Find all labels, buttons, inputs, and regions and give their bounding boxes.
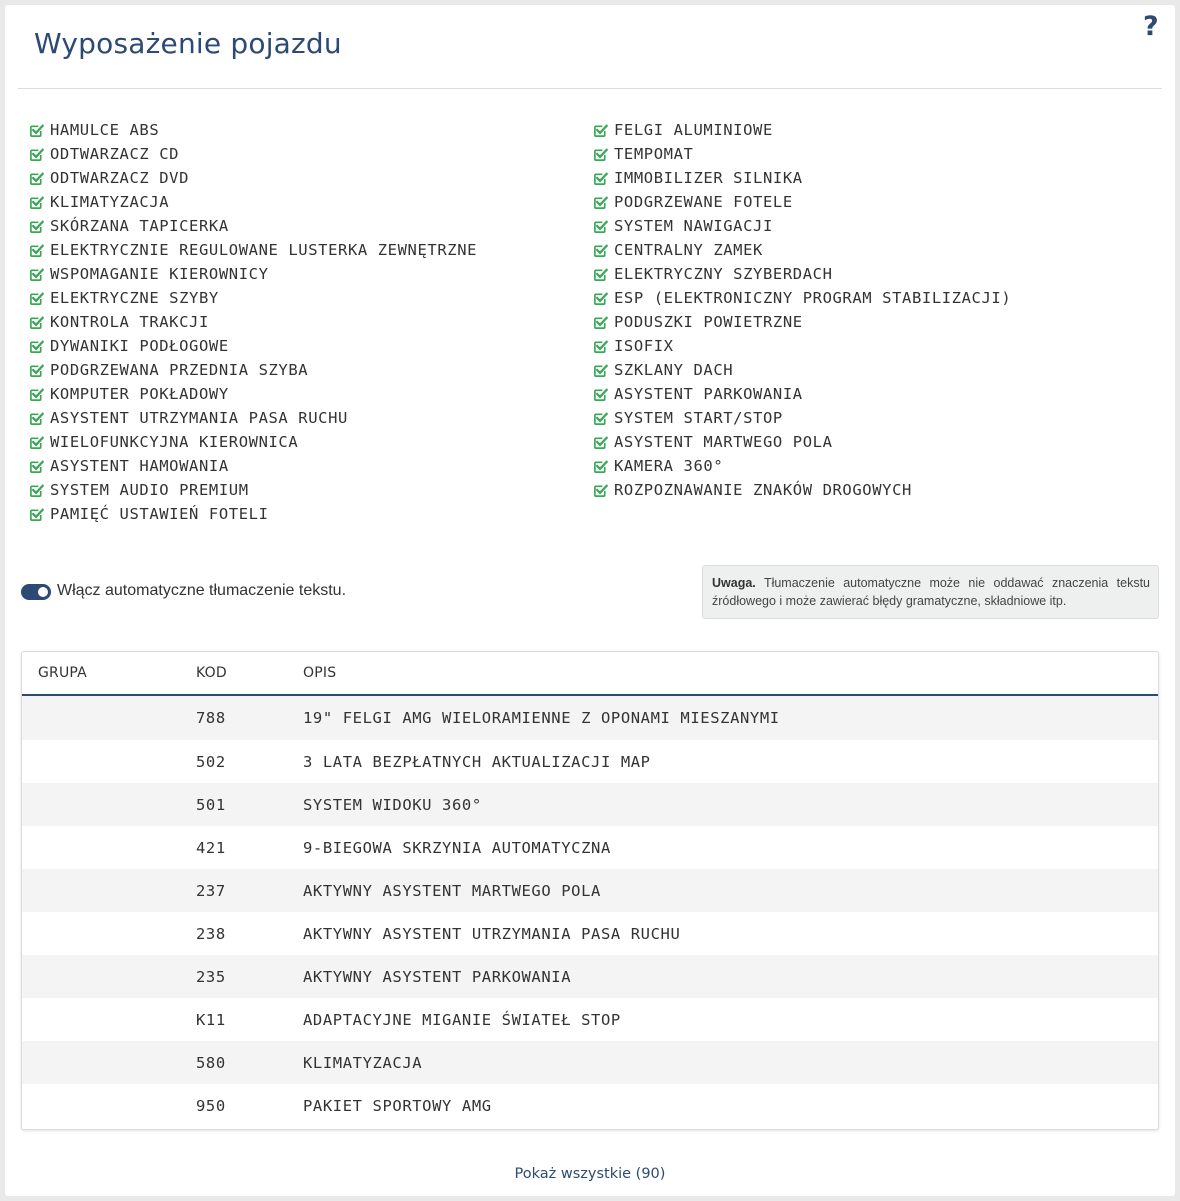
checkbox-checked-icon <box>29 507 44 522</box>
equipment-item-label: PODGRZEWANE FOTELE <box>614 193 793 211</box>
cell-group <box>22 998 196 1041</box>
equipment-item-label: ISOFIX <box>614 337 674 355</box>
cell-description: AKTYWNY ASYSTENT UTRZYMANIA PASA RUCHU <box>303 924 681 943</box>
equipment-item <box>29 502 477 526</box>
equipment-item <box>593 238 1011 262</box>
equipment-item <box>29 166 477 190</box>
equipment-item <box>29 334 477 358</box>
checkbox-checked-icon <box>29 387 44 402</box>
equipment-item-label: SYSTEM AUDIO PREMIUM <box>50 481 249 499</box>
equipment-item-label: PODGRZEWANA PRZEDNIA SZYBA <box>50 361 309 379</box>
table-row <box>22 783 1158 826</box>
cell-group <box>22 1041 196 1084</box>
equipment-item-label: ASYSTENT PARKOWANIA <box>614 385 803 403</box>
table-row <box>22 740 1158 783</box>
checkbox-checked-icon <box>29 363 44 378</box>
table-row <box>22 695 1158 740</box>
checkbox-checked-icon <box>593 147 608 162</box>
equipment-item-label: WSPOMAGANIE KIEROWNICY <box>50 265 269 283</box>
equipment-item-label: ASYSTENT HAMOWANIA <box>50 457 229 475</box>
equipment-item-label: ELEKTRYCZNIE REGULOWANE LUSTERKA ZEWNĘTRZNE <box>50 241 478 259</box>
equipment-item-label: SYSTEM NAWIGACJI <box>614 217 773 235</box>
cell-code: 788 <box>196 695 303 740</box>
equipment-item <box>29 214 477 238</box>
checkbox-checked-icon <box>593 435 608 450</box>
equipment-item <box>593 310 1011 334</box>
checkbox-checked-icon <box>29 339 44 354</box>
equipment-item <box>593 382 1011 406</box>
equipment-panel <box>5 5 1175 1196</box>
checkbox-checked-icon <box>29 411 44 426</box>
checkbox-checked-icon <box>29 315 44 330</box>
equipment-item <box>29 430 477 454</box>
checkbox-checked-icon <box>29 435 44 450</box>
cell-code: 580 <box>196 1041 303 1084</box>
equipment-item-label: SYSTEM START/STOP <box>614 409 783 427</box>
equipment-item-label: KOMPUTER POKŁADOWY <box>50 385 229 403</box>
question-mark-icon[interactable]: ? <box>1143 11 1159 42</box>
equipment-item-label: ODTWARZACZ CD <box>50 145 180 163</box>
table-row <box>22 1041 1158 1084</box>
cell-description: AKTYWNY ASYSTENT MARTWEGO POLA <box>303 869 1158 912</box>
equipment-item-label: ODTWARZACZ DVD <box>50 169 190 187</box>
cell-group <box>22 869 196 912</box>
equipment-item-label: TEMPOMAT <box>614 145 694 163</box>
checkbox-checked-icon <box>593 459 608 474</box>
equipment-item <box>593 478 1011 502</box>
checkbox-checked-icon <box>593 387 608 402</box>
checkbox-checked-icon <box>593 483 608 498</box>
show-all-link[interactable]: Pokaż wszystkie (90) <box>514 1166 666 1182</box>
options-table <box>21 651 1159 1130</box>
cell-description: AKTYWNY ASYSTENT PARKOWANIA <box>303 955 1158 998</box>
equipment-item <box>29 478 477 502</box>
equipment-item-label: ESP (ELEKTRONICZNY PROGRAM STABILIZACJI) <box>614 289 1012 307</box>
equipment-item <box>29 310 477 334</box>
table-header-row <box>22 652 1158 695</box>
checkbox-checked-icon <box>593 171 608 186</box>
equipment-item <box>593 430 1011 454</box>
equipment-item <box>29 190 477 214</box>
equipment-item-label: IMMOBILIZER SILNIKA <box>614 169 803 187</box>
checkbox-checked-icon <box>593 363 608 378</box>
equipment-item <box>29 286 477 310</box>
checkbox-checked-icon <box>29 291 44 306</box>
checkbox-checked-icon <box>29 483 44 498</box>
equipment-item <box>29 118 477 142</box>
equipment-item <box>593 406 1011 430</box>
table-row <box>22 869 1158 912</box>
table-row <box>22 998 1158 1041</box>
equipment-item <box>593 286 1011 310</box>
translation-note <box>702 565 1159 619</box>
divider <box>18 88 1162 89</box>
equipment-item-label: ROZPOZNAWANIE ZNAKÓW DROGOWYCH <box>614 481 912 499</box>
cell-code: 502 <box>196 752 226 771</box>
cell-group <box>22 740 196 783</box>
checkbox-checked-icon <box>593 411 608 426</box>
table-row <box>22 1084 1158 1127</box>
equipment-item-label: ELEKTRYCZNE SZYBY <box>50 289 219 307</box>
equipment-list-left <box>29 118 477 526</box>
cell-group <box>22 912 196 955</box>
equipment-item <box>593 334 1011 358</box>
toggle-knob <box>38 587 48 597</box>
equipment-item <box>593 358 1011 382</box>
checkbox-checked-icon <box>593 123 608 138</box>
cell-code: K11 <box>196 1010 226 1029</box>
column-header-description[interactable]: OPIS <box>303 652 1158 695</box>
equipment-item <box>593 214 1011 238</box>
checkbox-checked-icon <box>593 195 608 210</box>
checkbox-checked-icon <box>29 171 44 186</box>
equipment-item-label: FELGI ALUMINIOWE <box>614 121 773 139</box>
table-row <box>22 955 1158 998</box>
equipment-item-label: CENTRALNY ZAMEK <box>614 241 763 259</box>
equipment-item <box>29 142 477 166</box>
cell-description: 19" FELGI AMG WIELORAMIENNE Z OPONAMI MIESZANYMI <box>303 695 1158 740</box>
equipment-item <box>593 166 1011 190</box>
equipment-item <box>29 238 477 262</box>
equipment-item <box>29 262 477 286</box>
equipment-item <box>593 190 1011 214</box>
equipment-item-label: SKÓRZANA TAPICERKA <box>50 217 229 235</box>
cell-code: 421 <box>196 838 226 857</box>
column-header-group[interactable]: GRUPA <box>22 652 196 695</box>
equipment-item-label: PODUSZKI POWIETRZNE <box>614 313 803 331</box>
equipment-list-right <box>593 118 1011 502</box>
equipment-item <box>29 406 477 430</box>
checkbox-checked-icon <box>29 219 44 234</box>
equipment-item-label: KAMERA 360° <box>614 457 724 475</box>
column-header-code[interactable]: KOD <box>196 652 303 695</box>
auto-translate-label: Włącz automatyczne tłumaczenie tekstu. <box>57 582 347 599</box>
cell-code: 238 <box>196 924 226 943</box>
note-title: Uwaga. <box>712 576 756 590</box>
equipment-item-label: ASYSTENT UTRZYMANIA PASA RUCHU <box>50 409 348 427</box>
cell-code: 950 <box>196 1096 226 1115</box>
cell-description: PAKIET SPORTOWY AMG <box>303 1096 492 1115</box>
cell-group <box>22 783 196 826</box>
equipment-item-label: ELEKTRYCZNY SZYBERDACH <box>614 265 833 283</box>
checkbox-checked-icon <box>29 147 44 162</box>
checkbox-checked-icon <box>29 195 44 210</box>
cell-description: SYSTEM WIDOKU 360° <box>303 783 1158 826</box>
equipment-item-label: HAMULCE ABS <box>50 121 160 139</box>
equipment-item <box>593 118 1011 142</box>
equipment-item <box>29 382 477 406</box>
equipment-item-label: DYWANIKI PODŁOGOWE <box>50 337 229 355</box>
cell-code: 501 <box>196 783 303 826</box>
equipment-item-label: PAMIĘĆ USTAWIEŃ FOTELI <box>50 505 269 523</box>
equipment-item-label: WIELOFUNKCYJNA KIEROWNICA <box>50 433 299 451</box>
table-row <box>22 912 1158 955</box>
equipment-item <box>29 358 477 382</box>
equipment-item <box>29 454 477 478</box>
cell-description: 9-BIEGOWA SKRZYNIA AUTOMATYCZNA <box>303 838 611 857</box>
note-text: Tłumaczenie automatyczne może nie oddawać znaczenia tekstu źródłowego i może zawierać błędy gramatyczne, składniowe itp. <box>712 576 1150 608</box>
equipment-item-label: SZKLANY DACH <box>614 361 734 379</box>
checkbox-checked-icon <box>29 459 44 474</box>
cell-code: 237 <box>196 869 303 912</box>
equipment-item-label: ASYSTENT MARTWEGO POLA <box>614 433 833 451</box>
checkbox-checked-icon <box>29 243 44 258</box>
equipment-item <box>593 142 1011 166</box>
cell-group <box>22 826 196 869</box>
checkbox-checked-icon <box>29 267 44 282</box>
equipment-item-label: KLIMATYZACJA <box>50 193 170 211</box>
checkbox-checked-icon <box>593 243 608 258</box>
auto-translate-toggle[interactable] <box>21 584 51 600</box>
equipment-item <box>593 454 1011 478</box>
cell-description: ADAPTACYJNE MIGANIE ŚWIATEŁ STOP <box>303 1010 621 1029</box>
equipment-item-label: KONTROLA TRAKCJI <box>50 313 209 331</box>
cell-code: 235 <box>196 955 303 998</box>
checkbox-checked-icon <box>593 219 608 234</box>
cell-group <box>22 1084 196 1127</box>
cell-description: 3 LATA BEZPŁATNYCH AKTUALIZACJI MAP <box>303 752 651 771</box>
table-row <box>22 826 1158 869</box>
equipment-item <box>593 262 1011 286</box>
checkbox-checked-icon <box>593 315 608 330</box>
cell-group <box>22 955 196 998</box>
cell-group <box>22 695 196 740</box>
checkbox-checked-icon <box>29 123 44 138</box>
cell-description: KLIMATYZACJA <box>303 1041 1158 1084</box>
checkbox-checked-icon <box>593 339 608 354</box>
page-title: Wyposażenie pojazdu <box>34 27 342 60</box>
checkbox-checked-icon <box>593 291 608 306</box>
checkbox-checked-icon <box>593 267 608 282</box>
